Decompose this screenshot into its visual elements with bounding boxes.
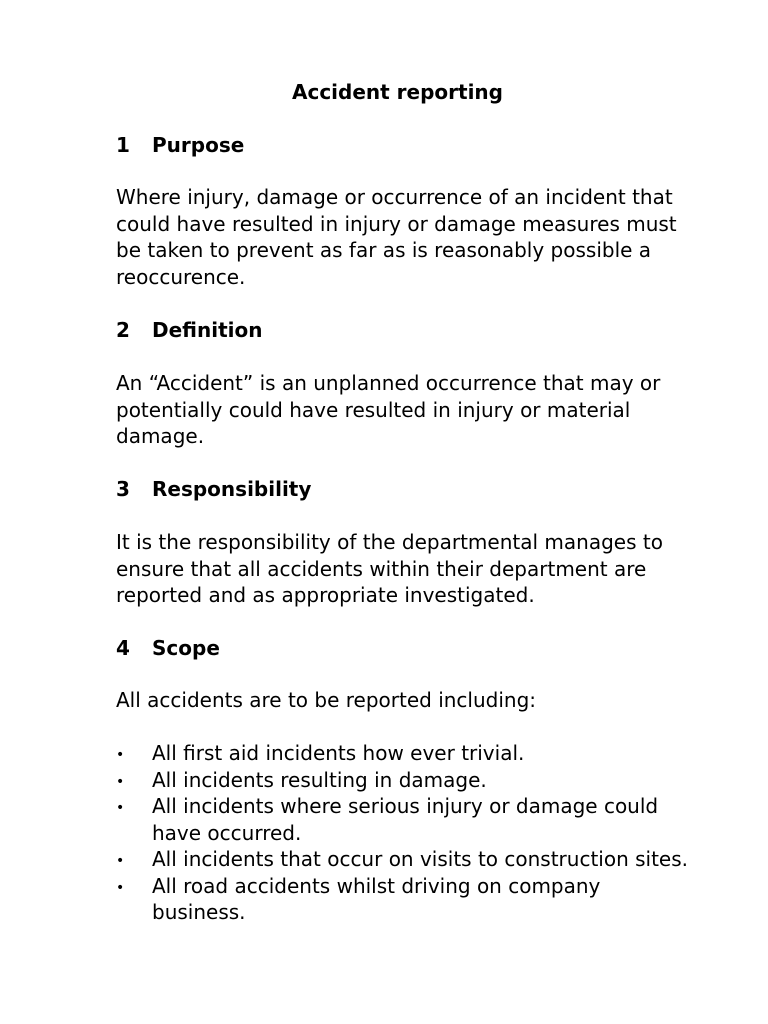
- list-item-text: All road accidents whilst driving on company business.: [152, 873, 601, 924]
- section-body-purpose: Where injury, damage or occurrence of an incident that could have resulted in injury or damage measures must be taken to prevent as far as is reasonably possible a reoccurence.: [116, 185, 677, 289]
- section-body-definition: An “Accident” is an unplanned occurrence that may or potentially could have resulted in injury or material damage.: [116, 371, 661, 448]
- list-item-text: All incidents where serious injury or damage could have occurred.: [152, 794, 659, 845]
- list-item-text: All incidents resulting in damage.: [152, 767, 487, 792]
- document-title: Accident reporting: [291, 80, 503, 104]
- list-item-text: All first aid incidents how ever trivial.: [152, 741, 525, 765]
- list-item: [116, 740, 696, 767]
- section-body-responsibility: It is the responsibility of the departmental manages to ensure that all accidents within their department are reported and as appropriate investigated.: [116, 530, 663, 607]
- list-item: [116, 793, 696, 846]
- list-item: [116, 846, 696, 873]
- bullet-icon: •: [116, 800, 125, 816]
- bullet-icon: •: [116, 747, 125, 763]
- bullet-icon: •: [116, 879, 125, 896]
- bullet-icon: •: [116, 773, 125, 790]
- list-item: [116, 767, 696, 794]
- section-number: 3: [116, 477, 130, 501]
- section-title: Responsibility: [152, 477, 312, 501]
- section-heading-scope: [116, 635, 220, 661]
- scope-bullet-list: [116, 740, 696, 926]
- section-number: 4: [116, 636, 130, 660]
- section-title: Definition: [152, 318, 263, 342]
- section-title: Purpose: [152, 133, 245, 157]
- section-number: 1: [116, 133, 130, 157]
- list-item: [116, 873, 696, 926]
- section-number: 2: [116, 318, 130, 342]
- section-heading-responsibility: [116, 476, 311, 502]
- section-title: Scope: [152, 636, 220, 660]
- section-heading-definition: [116, 317, 262, 343]
- bullet-icon: •: [116, 853, 125, 869]
- section-heading-purpose: [116, 132, 244, 158]
- section-body-scope: All accidents are to be reported including:: [116, 688, 537, 712]
- list-item-text: All incidents that occur on visits to construction sites.: [152, 847, 689, 871]
